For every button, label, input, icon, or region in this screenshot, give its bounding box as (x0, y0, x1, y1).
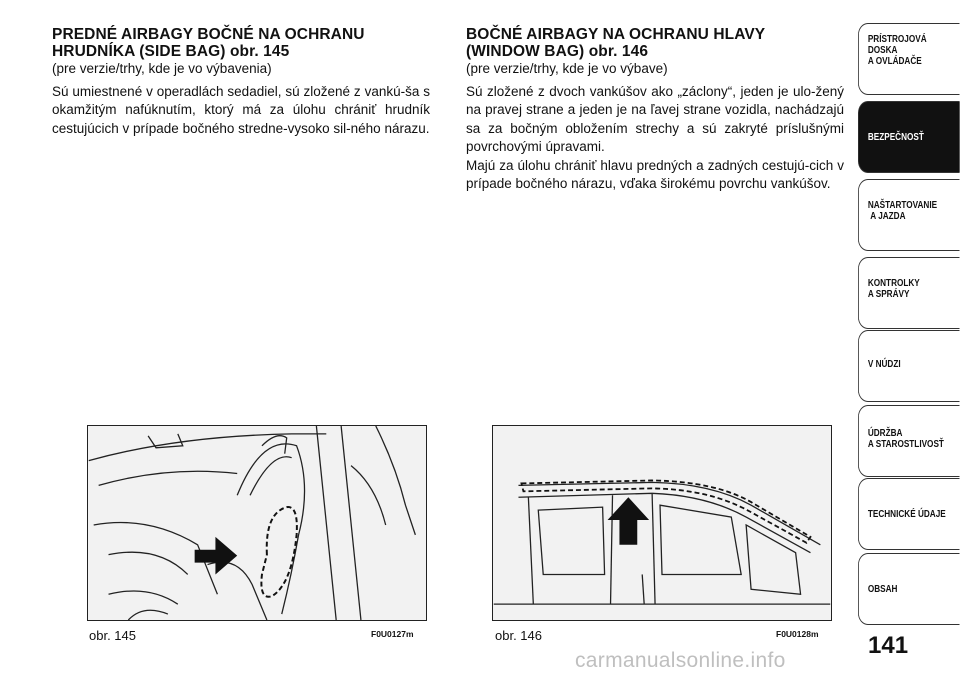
page-number: 141 (868, 632, 909, 659)
tab-v-nudzi[interactable] (858, 330, 960, 402)
tab-technicke-udaje[interactable] (858, 478, 960, 550)
section-subtitle: (pre verzie/trhy, kde je vo výbavenia) (52, 61, 272, 76)
tab-obsah[interactable] (858, 553, 960, 625)
figure-side-airbag-illustration (87, 425, 427, 621)
tab-label: KONTROLKY (867, 278, 920, 289)
chapter-sidebar (858, 0, 960, 677)
tab-label: DOSKA (867, 45, 898, 56)
heading-line-1: PREDNÉ AIRBAGY BOČNÉ NA OCHRANU (52, 26, 365, 43)
body-paragraph: Sú umiestnené v operadlách sedadiel, sú zložené z vankú-ša s okamžitým nafúknutím, ktorý má za úlohu chrániť hrudník cestujúcich v prípade bočného stredne-vysoko sil-ného nárazu. (52, 84, 430, 136)
figure-code-145: F0U0127m (371, 629, 414, 639)
tab-bezpecnost[interactable] (858, 101, 960, 173)
section-subtitle: (pre verzie/trhy, kde je vo výbave) (466, 61, 668, 76)
seat-airbag-drawing (88, 426, 426, 620)
tab-label: OBSAH (867, 584, 898, 595)
heading-line-2: (WINDOW BAG) obr. 146 (466, 43, 649, 60)
heading-line-2: HRUDNÍKA (SIDE BAG) obr. 145 (52, 43, 290, 60)
section-heading-window-bag (466, 26, 844, 60)
heading-line-1: BOČNÉ AIRBAGY NA OCHRANU HLAVY (466, 26, 766, 43)
tab-kontrolky[interactable] (858, 257, 960, 329)
airbag-outline (261, 507, 296, 597)
tab-label: A JAZDA (870, 211, 906, 222)
section-heading-side-bag (52, 26, 430, 60)
arrow-icon (195, 537, 238, 575)
tab-label: BEZPEČNOSŤ (867, 132, 924, 143)
tab-label: PRÍSTROJOVÁ (867, 34, 927, 45)
right-column (466, 26, 844, 193)
tab-pristrojova-doska[interactable] (858, 23, 960, 95)
watermark-text: carmanualsonline.info (575, 649, 786, 672)
figure-code-146: F0U0128m (776, 629, 819, 639)
tab-label: TECHNICKÉ ÚDAJE (867, 509, 946, 520)
figure-caption-145: obr. 145 (89, 628, 136, 643)
window-bag-outline (521, 480, 810, 542)
car-side-drawing (493, 426, 831, 620)
figure-caption-146: obr. 146 (495, 628, 542, 643)
tab-label: ÚDRŽBA (867, 428, 903, 439)
tab-label: V NÚDZI (867, 359, 901, 370)
tab-label: A STAROSTLIVOSŤ (867, 439, 944, 450)
tab-nastartovanie[interactable] (858, 179, 960, 251)
arrow-icon (608, 497, 650, 545)
figure-window-airbag-illustration (492, 425, 832, 621)
body-paragraph-1: Sú zložené z dvoch vankúšov ako „záclony“, jeden je ulo-žený na pravej strane a jeden je na ľavej strane vozidla, nachádzajú sa za bočným obložením strechy a sú zakryté príslušnými povrchovými úpravami. (466, 84, 844, 155)
tab-label: A OVLÁDAČE (867, 56, 922, 67)
tab-udrzba[interactable] (858, 405, 960, 477)
tab-label: A SPRÁVY (867, 289, 910, 300)
left-column (52, 26, 430, 138)
tab-label: NAŠTARTOVANIE (867, 200, 938, 211)
body-paragraph-2: Majú za úlohu chrániť hlavu predných a zadných cestujú-cich v prípade bočného nárazu, vďaka širokému povrchu vankúšov. (466, 157, 844, 192)
